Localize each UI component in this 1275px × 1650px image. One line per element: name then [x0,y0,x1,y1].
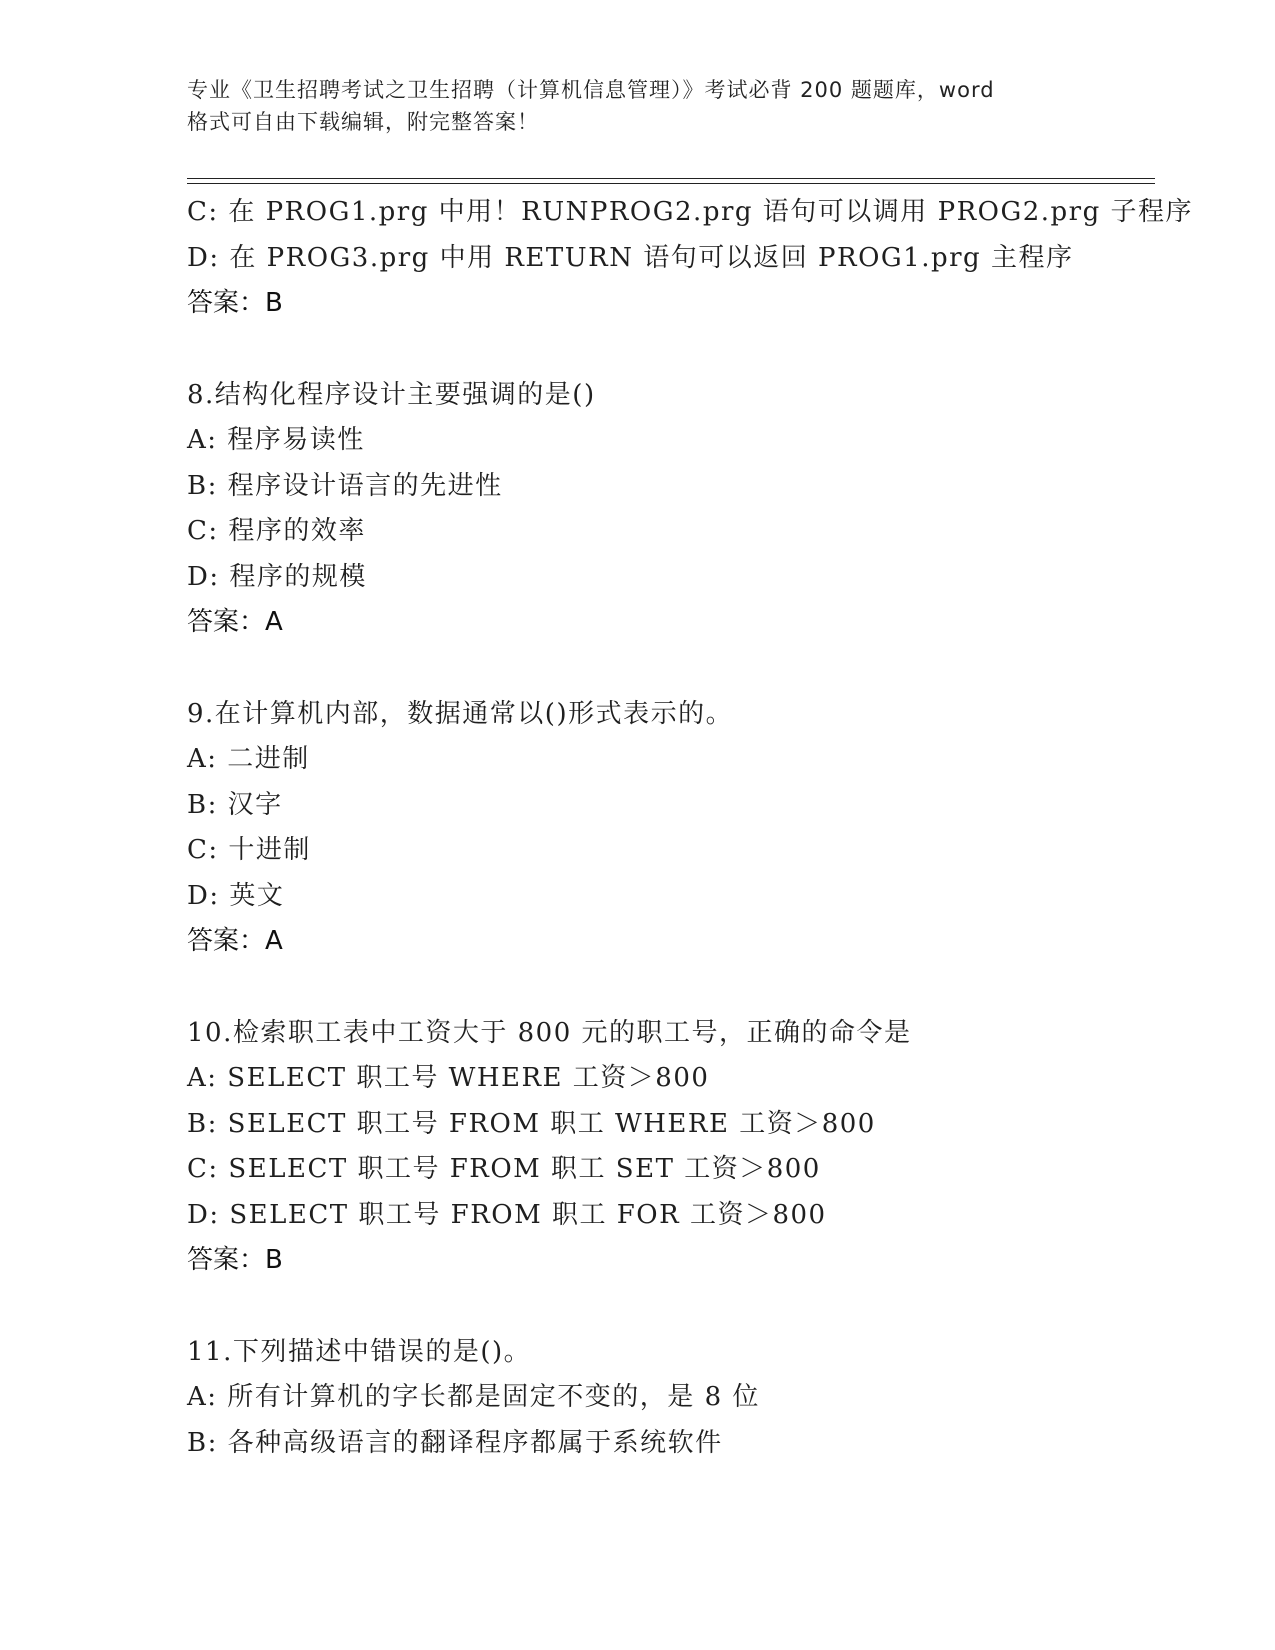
question-8 [187,373,1147,646]
header-line-2: 格式可自由下载编辑，附完整答案！ [187,110,539,134]
question-stem: 8.结构化程序设计主要强调的是() [187,379,596,410]
option-b: B: 程序设计语言的先进性 [187,470,503,501]
option-c: C: 程序的效率 [187,516,366,546]
spacer [187,646,1147,692]
option-b: B: SELECT 职工号 FROM 职工 WHERE 工资＞800 [187,1108,876,1139]
option-d: D: 英文 [187,880,285,911]
header-rule-top [187,178,1155,179]
spacer [187,965,1147,1011]
question-stem: 9.在计算机内部，数据通常以()形式表示的。 [187,698,734,729]
question-11 [187,1330,1147,1467]
option-c: C: 十进制 [187,835,311,865]
question-stem: 10.检索职工表中工资大于 800 元的职工号，正确的命令是 [187,1017,912,1048]
question-9 [187,692,1147,965]
option-c: C: SELECT 职工号 FROM 职工 SET 工资＞800 [187,1154,821,1184]
header-line-1: 专业《卫生招聘考试之卫生招聘（计算机信息管理）》考试必背 200 题题库，word [187,78,995,102]
question-10 [187,1011,1147,1284]
option-d: D: SELECT 职工号 FROM 职工 FOR 工资＞800 [187,1199,827,1230]
option-a: A: 所有计算机的字长都是固定不变的，是 8 位 [187,1382,760,1412]
option-a: A: SELECT 职工号 WHERE 工资＞800 [187,1063,710,1093]
answer-line: 答案：B [187,288,283,318]
answer-line: 答案：B [187,1245,283,1275]
option-a: A: 程序易读性 [187,425,365,455]
option-b: B: 汉字 [187,789,283,820]
option-d: D: 在 PROG3.prg 中用 RETURN 语句可以返回 PROG1.prg 主程序 [187,242,1074,273]
option-d: D: 程序的规模 [187,561,367,592]
header-rule-bottom [187,183,1155,184]
spacer [187,327,1147,373]
question-list [187,190,1194,1466]
question-7-fragment [187,190,1194,327]
spacer [187,1284,1147,1330]
option-a: A: 二进制 [187,744,310,774]
question-stem: 11.下列描述中错误的是()。 [187,1336,532,1367]
answer-line: 答案：A [187,607,283,637]
answer-line: 答案：A [187,926,283,956]
option-c: C: 在 PROG1.prg 中用！RUNPROG2.prg 语句可以调用 PROG2.prg 子程序 [187,197,1194,227]
option-b: B: 各种高级语言的翻译程序都属于系统软件 [187,1427,723,1458]
document-header [187,74,1087,138]
